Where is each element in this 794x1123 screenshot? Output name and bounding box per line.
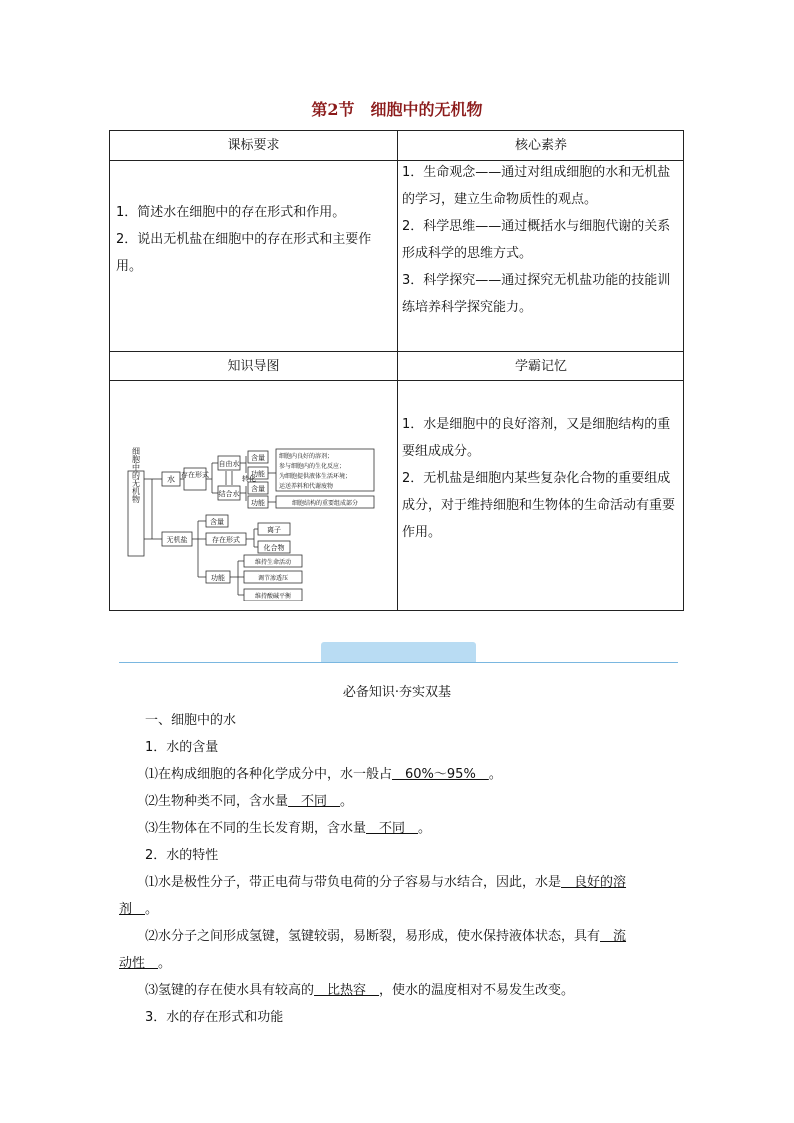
literacy-item: 2．科学思维——通过概括水与细胞代谢的关系形成科学的思维方式。 bbox=[402, 219, 671, 261]
mindmap-salt-function: 功能 bbox=[211, 574, 225, 582]
knowledge-mindmap bbox=[126, 411, 386, 601]
text: 。 bbox=[158, 956, 172, 971]
paragraph bbox=[119, 788, 679, 815]
paragraph bbox=[119, 923, 679, 950]
heading: 一、细胞中的水 bbox=[145, 713, 237, 728]
text: ⑶生物体在不同的生长发育期，含水量 bbox=[145, 821, 367, 836]
answer: 不同 bbox=[288, 794, 341, 809]
mindmap-root: 细胞中的无机物 bbox=[131, 447, 141, 503]
subheading: 2．水的特性 bbox=[145, 848, 219, 863]
mindmap-ion: 离子 bbox=[267, 526, 281, 534]
mindmap-salt-content: 含量 bbox=[210, 518, 224, 526]
text: ⑴水是极性分子，带正电荷与带负电荷的分子容易与水结合，因此，水是 bbox=[145, 875, 562, 890]
paragraph bbox=[119, 761, 679, 788]
section-banner bbox=[119, 642, 678, 664]
memory-item: 1．水是细胞中的良好溶剂，又是细胞结构的重要组成成分。 bbox=[402, 417, 671, 459]
mindmap-salt-func: 调节渗透压 bbox=[257, 575, 289, 582]
mindmap-form: 存在形式 bbox=[181, 471, 209, 479]
mindmap-bound-func: 细胞结构的重要组成部分 bbox=[291, 500, 359, 507]
requirements-cell bbox=[116, 199, 392, 280]
memory-cell bbox=[402, 411, 682, 546]
text: ⑵水分子之间形成氢键，氢键较弱，易断裂，易形成，使水保持液体状态，具有 bbox=[145, 929, 601, 944]
paragraph-cont bbox=[119, 950, 679, 977]
mindmap-salt-form: 存在形式 bbox=[212, 536, 240, 544]
literacy-item: 1．生命观念——通过对组成细胞的水和无机盐的学习，建立生命物质性的观点。 bbox=[402, 165, 671, 207]
mindmap-free-water: 自由水 bbox=[218, 460, 240, 468]
header-literacy: 核心素养 bbox=[514, 138, 567, 153]
section-banner-line bbox=[119, 662, 678, 663]
header-memory: 学霸记忆 bbox=[514, 359, 567, 374]
text: 。 bbox=[418, 821, 432, 836]
main-content bbox=[119, 707, 679, 1031]
mindmap-compound: 化合物 bbox=[263, 544, 285, 552]
mindmap-water: 水 bbox=[167, 475, 175, 484]
requirement-item: 2．说出无机盐在细胞中的存在形式和主要作用。 bbox=[116, 232, 372, 274]
text: ，使水的温度相对不易发生改变。 bbox=[379, 983, 575, 998]
mindmap-bound-water: 结合水 bbox=[218, 490, 240, 498]
overview-table bbox=[109, 130, 684, 611]
mindmap-salt-func: 维持生命活动 bbox=[254, 559, 292, 566]
mindmap-salt: 无机盐 bbox=[166, 536, 188, 544]
mindmap-free-func: 运送养料和代谢废物 bbox=[279, 483, 334, 490]
text: ⑵生物种类不同，含水量 bbox=[145, 794, 289, 809]
literacy-item: 3．科学探究——通过探究无机盐功能的技能训练培养科学探究能力。 bbox=[402, 273, 671, 315]
literacy-cell bbox=[402, 159, 682, 321]
mindmap-cell bbox=[110, 381, 397, 611]
header-mindmap: 知识导图 bbox=[227, 359, 280, 374]
mindmap-free-func: 为细胞提供液体生活环境； bbox=[279, 473, 352, 480]
mindmap-salt-func: 维持酸碱平衡 bbox=[254, 593, 292, 600]
section-banner-tab bbox=[321, 642, 476, 662]
paragraph bbox=[119, 815, 679, 842]
text: 。 bbox=[488, 767, 502, 782]
paragraph bbox=[119, 977, 679, 1004]
section-title: 必备知识·夯实双基 bbox=[342, 685, 452, 700]
page-title: 第2节 细胞中的无机物 bbox=[311, 100, 483, 119]
subheading: 1．水的含量 bbox=[145, 740, 219, 755]
paragraph-cont bbox=[119, 896, 679, 923]
answer: 60%～95% bbox=[392, 767, 489, 782]
mindmap-free-func: 参与细胞内的生化反应； bbox=[279, 463, 346, 470]
mindmap-function: 功能 bbox=[251, 470, 265, 478]
answer: 流 bbox=[600, 929, 627, 944]
requirement-item: 1．简述水在细胞中的存在形式和作用。 bbox=[116, 205, 346, 220]
answer: 动性 bbox=[119, 956, 159, 971]
answer: 剂 bbox=[119, 902, 146, 917]
mindmap-convert: 转化 bbox=[242, 475, 256, 483]
memory-item: 2．无机盐是细胞内某些复杂化合物的重要组成成分，对于维持细胞和生物体的生命活动有重要作用。 bbox=[402, 471, 676, 540]
mindmap-content: 含量 bbox=[251, 454, 265, 462]
mindmap-function: 功能 bbox=[251, 499, 265, 507]
header-requirements: 课标要求 bbox=[227, 138, 280, 153]
answer: 良好的溶 bbox=[561, 875, 627, 890]
paragraph bbox=[119, 869, 679, 896]
subheading: 3．水的存在形式和功能 bbox=[145, 1010, 284, 1025]
text: 。 bbox=[145, 902, 159, 917]
text: ⑴在构成细胞的各种化学成分中，水一般占 bbox=[145, 767, 393, 782]
answer: 不同 bbox=[366, 821, 419, 836]
mindmap-free-func: 细胞内良好的溶剂； bbox=[279, 453, 334, 460]
text: 。 bbox=[340, 794, 354, 809]
answer: 比热容 bbox=[314, 983, 380, 998]
text: ⑶氢键的存在使水具有较高的 bbox=[145, 983, 315, 998]
mindmap-content: 含量 bbox=[251, 485, 265, 493]
